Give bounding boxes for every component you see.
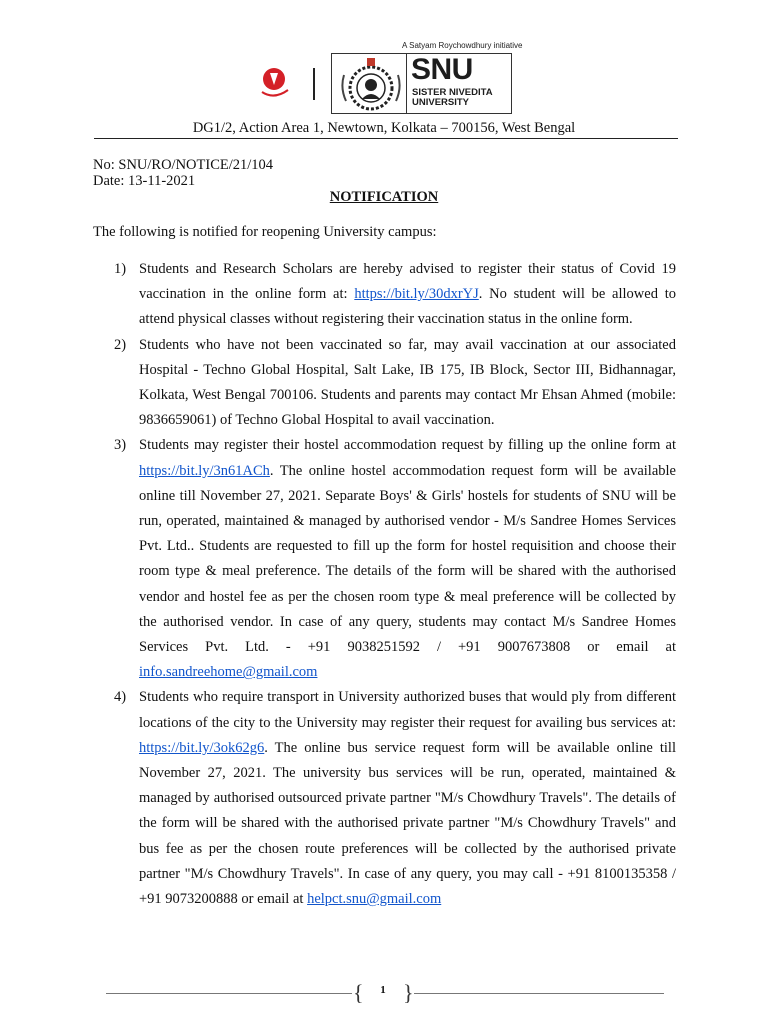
page-brace-right: } [403, 980, 414, 1005]
item-text: . No student will be allowed to attend physical classes without registering their vaccination status in the online form. [139, 286, 676, 328]
university-name-line2: UNIVERSITY [412, 97, 470, 108]
hostel-form-link[interactable]: https://bit.ly/3n61ACh [139, 462, 270, 479]
vaccination-form-link[interactable]: https://bit.ly/30dxrYJ [354, 286, 479, 303]
footer-rule-right [414, 993, 664, 994]
item-number: 4) [114, 689, 127, 706]
notice-item-4 [114, 685, 676, 912]
item-text: . The online bus service request form will be available online till November 27, 2021. The university bus services will be run, operated, maintained & managed by authorised outsourced private partner "M/s Chowdhury Travels". The details of the form will be shared with the authorised private partner "M/s Chowdhury Travels" and bus fee as per the chosen route preferences will be collected by the authorised private partner "M/s Chowdhury Travels". In case of any query, you may call - +91 8100135358 / +91 9073200888 or email at [139, 739, 676, 908]
notice-heading [0, 189, 768, 206]
item-text: Students may register their hostel accommodation request by filling up the online form at [139, 437, 676, 454]
notice-date: Date: 13-11-2021 [93, 173, 196, 189]
notice-item-1 [114, 257, 676, 333]
footer-rule-left [106, 993, 352, 994]
snu-logo-divider [406, 53, 407, 114]
page-brace-left: { [353, 980, 364, 1005]
item-text: Students and Research Scholars are hereby advised to register their status of Covid 19 vaccination in the online form at: [139, 261, 676, 303]
item-text: Students who have not been vaccinated so far, may avail vaccination at our associated Hospital - Techno Global Hospital, Salt Lake, IB 175, IB Block, Sector III, Bidhannagar, Kolkata, West Bengal 700106. Students and parents may contact Mr Ehsan Ahmed (mobile: 9836659061) of Techno Global Hospital to avail vaccination. [139, 336, 676, 429]
header-rule [94, 138, 678, 139]
item-number: 1) [114, 261, 127, 277]
university-address: DG1/2, Action Area 1, Newtown, Kolkata – 700156, West Bengal [192, 120, 576, 136]
techno-india-group-logo [256, 64, 298, 104]
bus-form-link[interactable]: https://bit.ly/3ok62g6 [139, 739, 265, 756]
snu-logo-text: SNU [411, 53, 473, 86]
page-number: 1 [380, 984, 386, 996]
item-number: 3) [114, 437, 127, 454]
university-name-line1: SISTER NIVEDITA [412, 87, 493, 98]
notice-item-2 [114, 333, 676, 434]
notice-heading-text: NOTIFICATION [329, 189, 439, 205]
item-number: 2) [114, 336, 127, 353]
notice-items [114, 257, 676, 912]
notice-number: No: SNU/RO/NOTICE/21/104 [93, 157, 274, 173]
item-text: Students who require transport in University authorized buses that would ply from different locations of the city to the University may register their request for availing bus services at: [139, 689, 676, 731]
notice-item-3 [114, 433, 676, 685]
logo-separator [313, 68, 315, 100]
helpct-email-link[interactable]: helpct.snu@gmail.com [307, 891, 442, 908]
initiative-caption: A Satyam Roychowdhury initiative [402, 41, 523, 50]
notice-intro: The following is notified for reopening University campus: [93, 224, 437, 240]
university-name [412, 88, 493, 108]
item-text: . The online hostel accommodation request form will be available online till November 27, 2021. Separate Boys' & Girls' hostels for students of SNU will be run, operated, maintained & managed by authorised vendor - M/s Sandree Homes Services Pvt. Ltd.. Students are requested to fill up the form for hostel requisition and choose their room type & meal preference. The details of the form will be shared with the authorised vendor and hostel fee as per the chosen room type & meal preference will be collected by the authorised vendor. In case of any query, students may contact M/s Sandree Homes Services Pvt. Ltd. - +91 9038251592 / +91 9007673808 or email at [139, 462, 676, 656]
sandree-email-link[interactable]: info.sandreehome@gmail.com [139, 664, 318, 681]
snu-emblem-icon [336, 55, 406, 113]
